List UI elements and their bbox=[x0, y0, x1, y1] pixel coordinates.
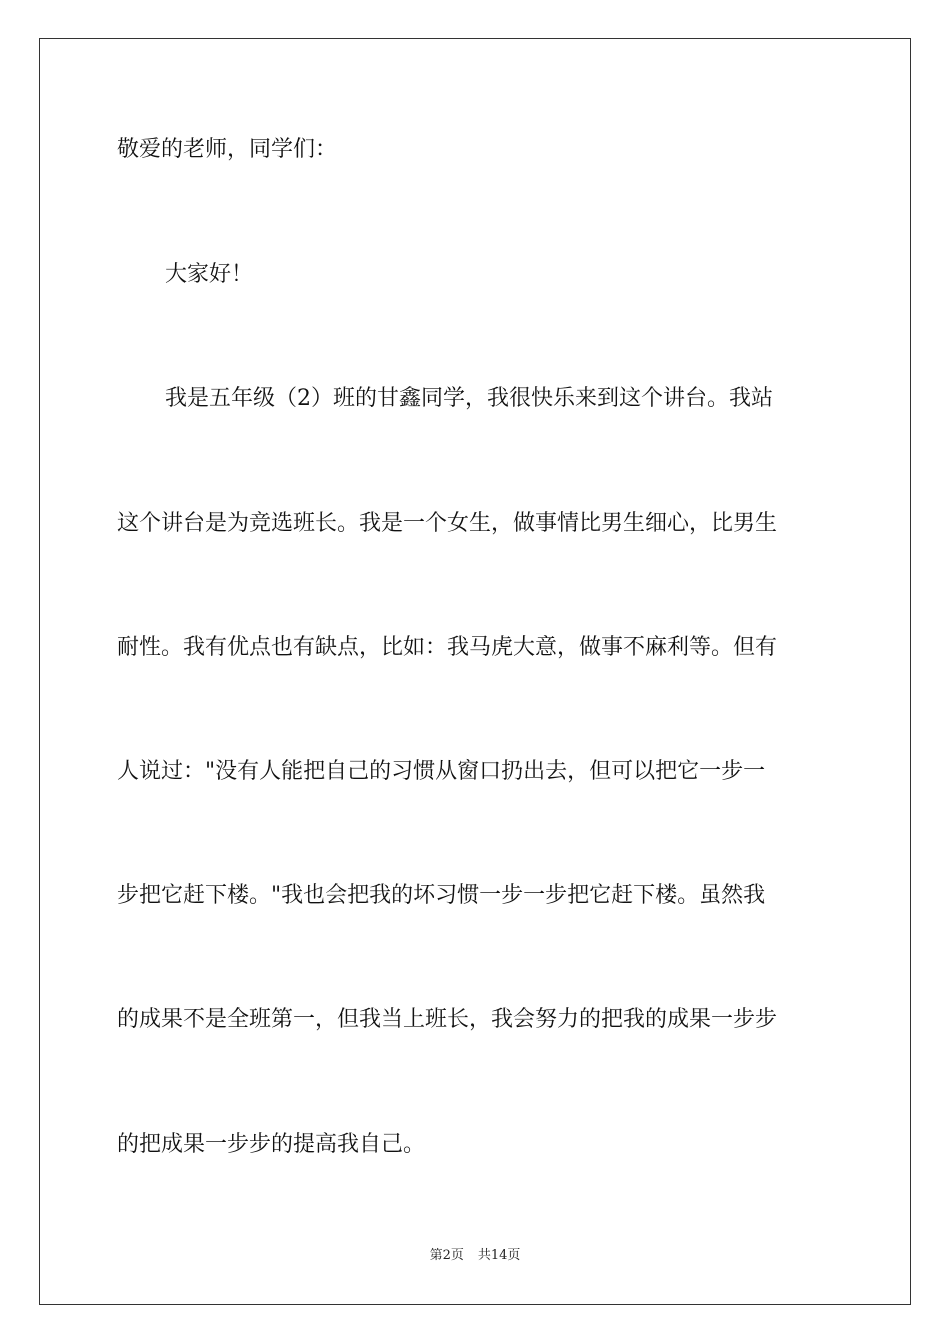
page-footer bbox=[0, 1247, 950, 1265]
body-line-5: 步把它赶下楼。"我也会把我的坏习惯一步一步把它赶下楼。虽然我 bbox=[117, 883, 766, 908]
page-number: 第2页 bbox=[429, 1248, 464, 1263]
page-total: 共14页 bbox=[477, 1248, 521, 1263]
page-border bbox=[39, 38, 911, 1305]
salutation: 敬爱的老师，同学们： bbox=[117, 137, 338, 162]
body-line-7: 的把成果一步步的提高我自己。 bbox=[117, 1132, 426, 1157]
body-line-6: 的成果不是全班第一，但我当上班长，我会努力的把我的成果一步步 bbox=[117, 1007, 778, 1032]
body-line-4: 人说过："没有人能把自己的习惯从窗口扔出去，但可以把它一步一 bbox=[117, 759, 766, 784]
greeting: 大家好！ bbox=[165, 262, 254, 287]
body-line-2: 这个讲台是为竞选班长。我是一个女生，做事情比男生细心，比男生 bbox=[117, 511, 778, 536]
body-line-3: 耐性。我有优点也有缺点，比如：我马虎大意，做事不麻利等。但有 bbox=[117, 635, 778, 660]
body-line-1: 我是五年级（2）班的甘鑫同学，我很快乐来到这个讲台。我站 bbox=[165, 386, 773, 411]
